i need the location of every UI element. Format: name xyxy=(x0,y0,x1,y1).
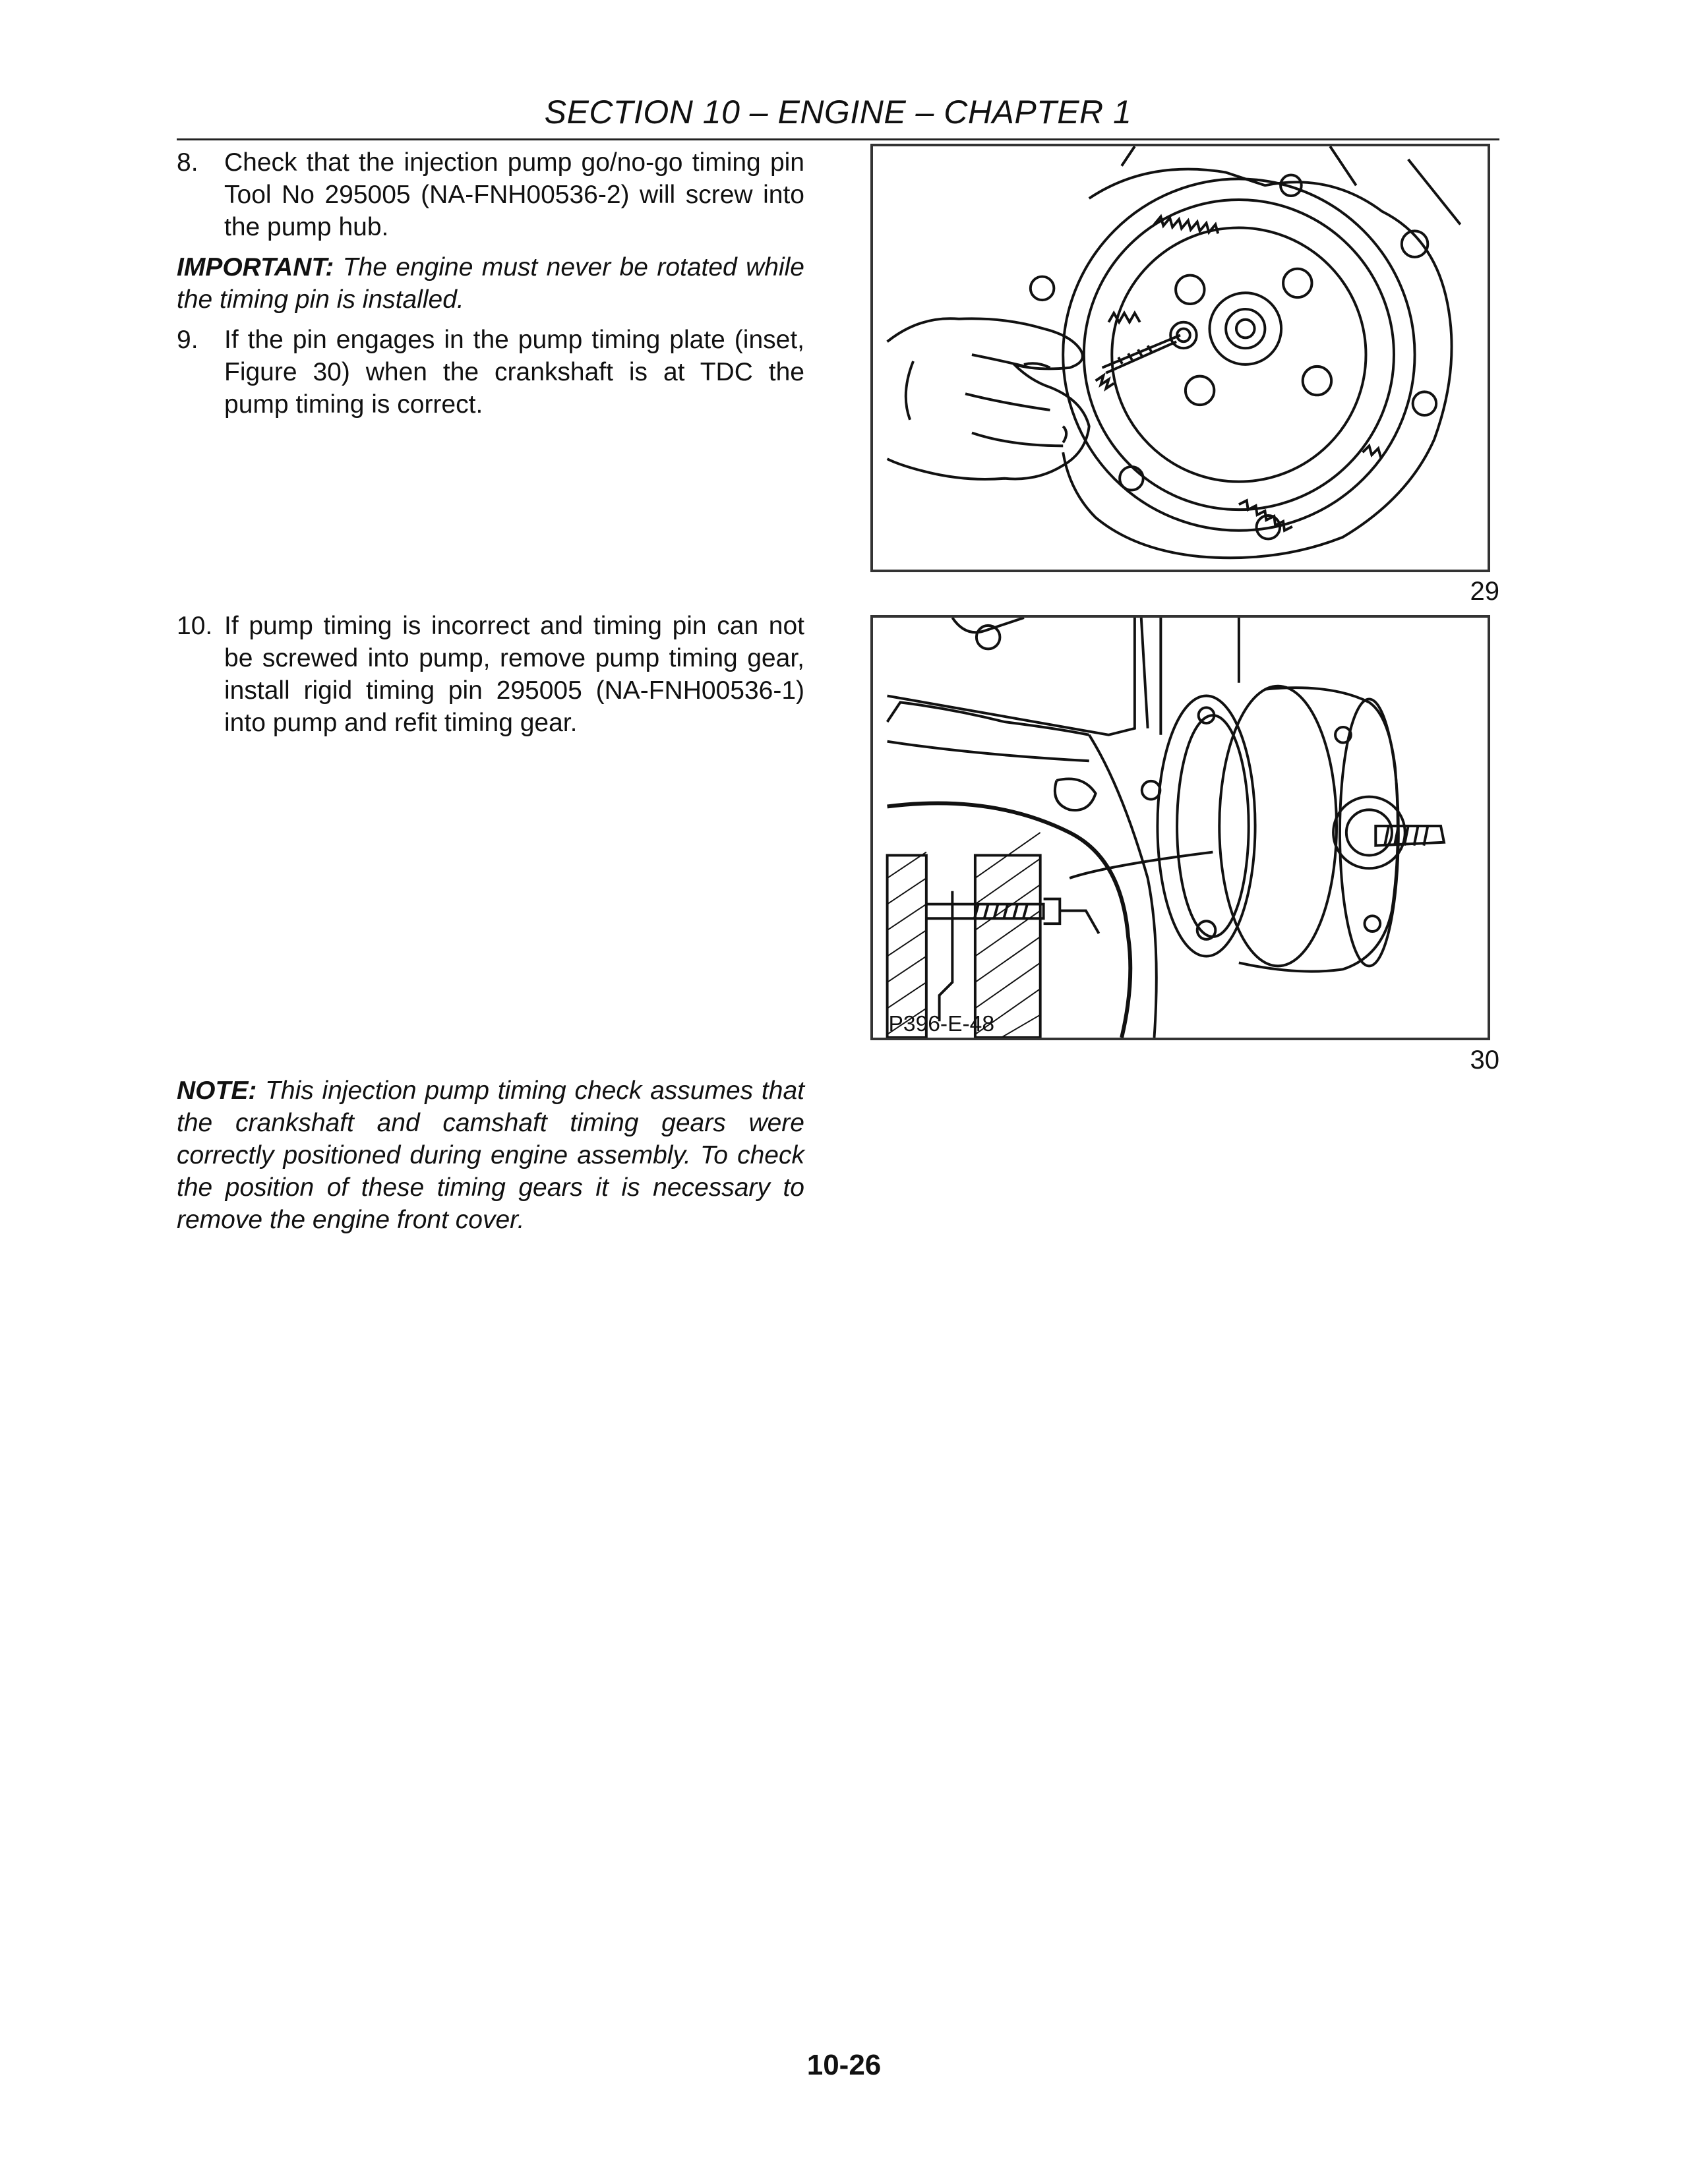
text-column-middle xyxy=(177,610,804,747)
step-8 xyxy=(177,146,804,243)
pump-gear-drawing xyxy=(873,618,1488,1038)
note-text: This injection pump timing check assumes that the crankshaft and camshaft timing gears were correctly positioned during engine assembly. To check the position of these timing gears it is necessary to remove the engine front cover. xyxy=(177,1077,804,1234)
section-title: SECTION 10 – ENGINE – CHAPTER 1 xyxy=(544,94,1132,131)
figure-30-rigid-timing-pin-illustration xyxy=(870,615,1490,1040)
step-9 xyxy=(177,324,804,421)
step-10 xyxy=(177,610,804,739)
step-text: If the pin engages in the pump timing plate (inset, Figure 30) when the crankshaft is at TDC the pump timing is correct. xyxy=(224,326,804,419)
step-number: 10. xyxy=(177,612,213,640)
important-text: The engine must never be rotated while the timing pin is installed. xyxy=(177,253,804,314)
note xyxy=(177,1075,804,1236)
figure-29-timing-pin-illustration xyxy=(870,144,1490,572)
text-column-top xyxy=(177,146,804,428)
important-note xyxy=(177,251,804,316)
inset-label: P396-E-48 xyxy=(888,1012,995,1037)
step-text: If pump timing is incorrect and timing pin can not be screwed into pump, remove pump timing gear, install rigid timing pin 295005 (NA-FNH00536-1) into pump and refit timing gear. xyxy=(224,612,804,737)
step-text: Check that the injection pump go/no-go timing pin Tool No 295005 (NA-FNH00536-2) will screw into the pump hub. xyxy=(224,148,804,241)
page-number: 10-26 xyxy=(806,2049,882,2081)
step-number: 8. xyxy=(177,148,198,177)
figure-number-29: 29 xyxy=(1470,577,1499,606)
timing-gear-drawing xyxy=(873,146,1488,570)
step-number: 9. xyxy=(177,326,198,354)
text-column-note xyxy=(177,1075,804,1244)
important-label: IMPORTANT: xyxy=(177,253,334,281)
figure-number-30: 30 xyxy=(1470,1046,1499,1075)
page-header xyxy=(177,92,1499,140)
note-label: NOTE: xyxy=(177,1077,257,1105)
